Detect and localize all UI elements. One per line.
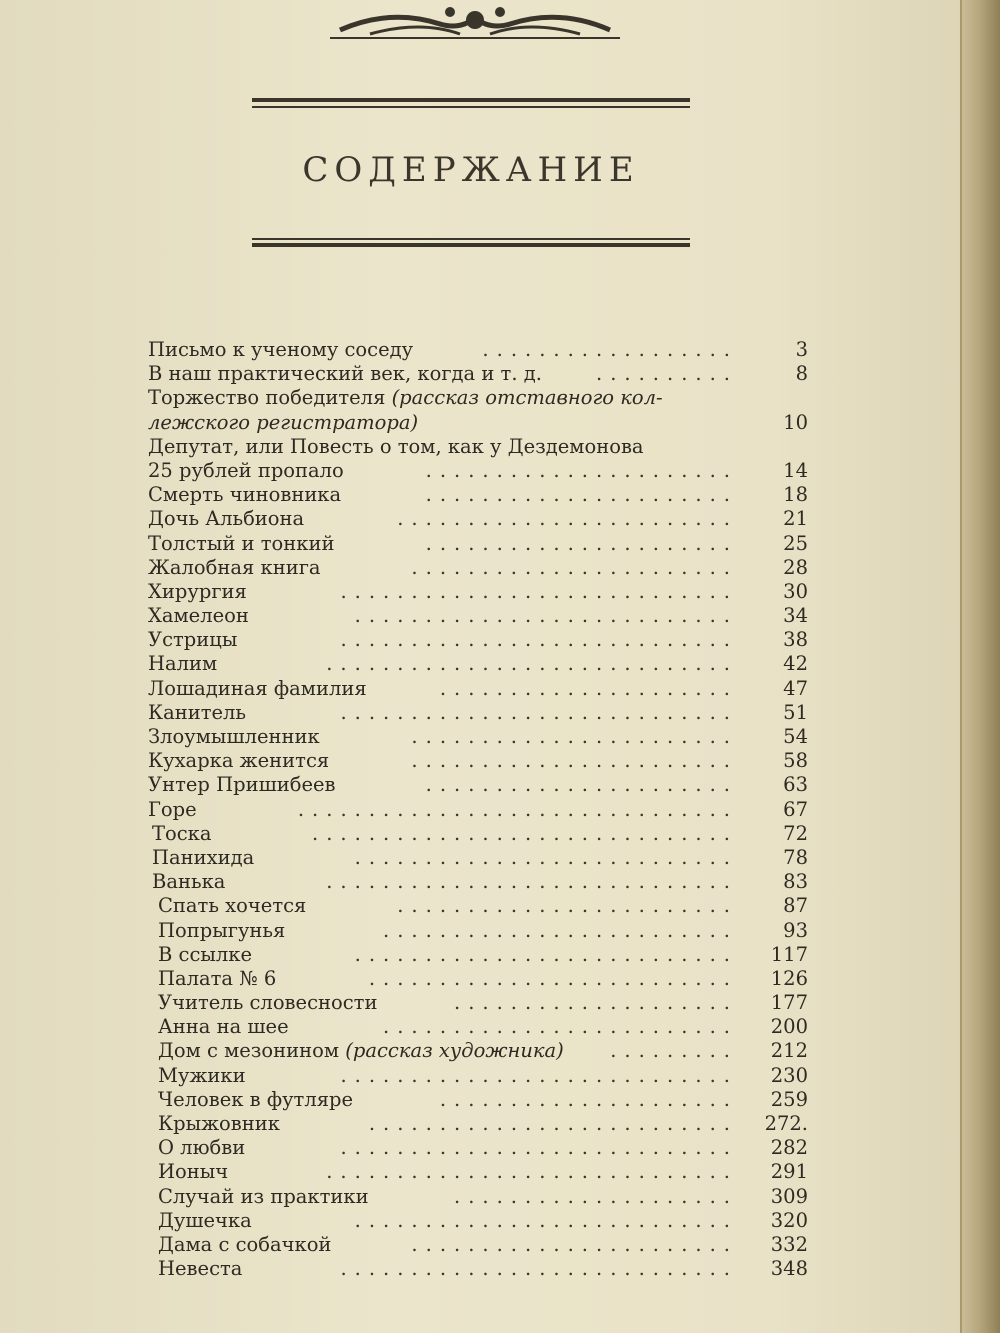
leader-dots: ........................... bbox=[354, 942, 738, 966]
top-rule bbox=[252, 98, 690, 112]
leader-dots: ...................... bbox=[425, 458, 738, 482]
list-item bbox=[148, 870, 820, 894]
leader-dots: .................. bbox=[482, 338, 738, 361]
page-number: 42 bbox=[783, 652, 808, 676]
page-number: 332 bbox=[770, 1232, 808, 1256]
leader-dots: ........................ bbox=[397, 894, 738, 918]
entry-title: Спать хочется bbox=[158, 894, 307, 918]
list-item bbox=[148, 411, 820, 435]
entry-title: Случай из практики bbox=[158, 1184, 369, 1208]
entry-title: Жалобная книга bbox=[148, 555, 321, 579]
ornament-icon bbox=[330, 0, 620, 42]
page-number: 126 bbox=[770, 966, 808, 990]
page-number: 18 bbox=[783, 483, 808, 507]
list-item bbox=[148, 1015, 820, 1039]
list-item bbox=[148, 967, 820, 991]
list-item bbox=[148, 652, 820, 676]
list-item bbox=[148, 1209, 820, 1233]
page-number: 212 bbox=[770, 1039, 808, 1063]
page-number: 38 bbox=[783, 628, 808, 652]
leader-dots: ......................... bbox=[383, 1015, 738, 1039]
leader-dots: .................... bbox=[454, 1184, 738, 1208]
list-item bbox=[148, 773, 820, 797]
leader-dots: ..................... bbox=[439, 1087, 738, 1111]
list-item bbox=[148, 1064, 820, 1088]
leader-dots: ...................... bbox=[425, 773, 738, 797]
page-number: 58 bbox=[783, 749, 808, 773]
page-number: 200 bbox=[770, 1015, 808, 1039]
list-item bbox=[148, 1088, 820, 1112]
leader-dots: ........................... bbox=[354, 1208, 738, 1232]
leader-dots: ........................... bbox=[354, 604, 738, 628]
page-number: 177 bbox=[770, 991, 808, 1015]
page-number: 54 bbox=[783, 725, 808, 748]
page-number: 83 bbox=[783, 870, 808, 894]
page-number: 28 bbox=[783, 555, 808, 579]
entry-title: Депутат, или Повесть о том, как у Дездемонова bbox=[148, 434, 644, 458]
page-number: 14 bbox=[783, 458, 808, 482]
entry-title: Злоумышленник bbox=[148, 725, 320, 748]
page-title: СОДЕРЖАНИЕ bbox=[302, 150, 640, 190]
page-number: 259 bbox=[770, 1087, 808, 1111]
page-number: 282 bbox=[770, 1136, 808, 1160]
leader-dots: ...................... bbox=[425, 483, 738, 507]
leader-dots: ............................. bbox=[326, 1160, 738, 1184]
list-item bbox=[148, 507, 820, 531]
entry-subtitle: (рассказ отставного кол- bbox=[391, 386, 663, 410]
page-number: 78 bbox=[783, 845, 808, 869]
list-item bbox=[148, 822, 820, 846]
leader-dots: ............................ bbox=[340, 1136, 738, 1160]
entry-title: Письмо к ученому соседу bbox=[148, 338, 414, 361]
leader-dots: ............................ bbox=[340, 1063, 738, 1087]
entry-title: Невеста bbox=[158, 1257, 243, 1281]
entry-title: Дочь Альбиона bbox=[148, 507, 305, 531]
leader-dots: ........................ bbox=[397, 507, 738, 531]
leader-dots: .......................... bbox=[368, 1112, 738, 1135]
list-item bbox=[148, 580, 820, 604]
list-item bbox=[148, 943, 820, 967]
entry-title: Ванька bbox=[152, 870, 226, 894]
entry-title: Налим bbox=[148, 652, 218, 676]
list-item bbox=[148, 1257, 820, 1281]
page-number: 10 bbox=[783, 410, 808, 434]
entry-title: Устрицы bbox=[148, 628, 238, 652]
page-number: 47 bbox=[783, 676, 808, 700]
page-number: 72 bbox=[783, 821, 808, 845]
page-edge bbox=[960, 0, 1000, 1333]
entry-title: О любви bbox=[158, 1136, 246, 1160]
entry-title: Крыжовник bbox=[158, 1112, 280, 1135]
page-number: 291 bbox=[770, 1160, 808, 1184]
list-item bbox=[148, 435, 820, 459]
page-number: 25 bbox=[783, 531, 808, 555]
entry-title: Толстый и тонкий bbox=[148, 531, 335, 555]
page-number: 3 bbox=[795, 338, 808, 361]
page-number: 348 bbox=[770, 1257, 808, 1281]
entry-title: Смерть чиновника bbox=[148, 483, 342, 507]
entry-title: Человек в футляре bbox=[158, 1087, 354, 1111]
leader-dots: ......................... bbox=[383, 918, 738, 942]
list-item bbox=[148, 725, 820, 749]
list-item bbox=[148, 798, 820, 822]
leader-dots: ......... bbox=[610, 1039, 738, 1063]
list-item bbox=[148, 677, 820, 701]
entry-title: Анна на шее bbox=[158, 1015, 289, 1039]
entry-title: Ионыч bbox=[158, 1160, 229, 1184]
leader-dots: ..................... bbox=[439, 676, 738, 700]
entry-title: Горе bbox=[148, 797, 197, 821]
leader-dots: ............................ bbox=[340, 628, 738, 652]
leader-dots: ....................... bbox=[411, 1232, 738, 1256]
list-item bbox=[148, 1112, 820, 1136]
leader-dots: ............................. bbox=[326, 652, 738, 676]
list-item bbox=[148, 362, 820, 386]
page-number: 230 bbox=[770, 1063, 808, 1087]
page-number: 30 bbox=[783, 579, 808, 603]
entry-title: 25 рублей пропало bbox=[148, 458, 344, 482]
list-item bbox=[148, 386, 820, 410]
page-number: 34 bbox=[783, 604, 808, 628]
entry-title: Душечка bbox=[158, 1208, 252, 1232]
leader-dots: ............................... bbox=[297, 797, 738, 821]
page-number: 320 bbox=[770, 1208, 808, 1232]
list-item bbox=[148, 459, 820, 483]
leader-dots: .......................... bbox=[368, 966, 738, 990]
list-item bbox=[148, 338, 820, 362]
list-item bbox=[148, 556, 820, 580]
entry-title: Кухарка женится bbox=[148, 749, 330, 773]
list-item bbox=[148, 532, 820, 556]
leader-dots: ....................... bbox=[411, 555, 738, 579]
list-item bbox=[148, 628, 820, 652]
entry-title: В наш практический век, когда и т. д. bbox=[148, 362, 542, 386]
list-item bbox=[148, 919, 820, 943]
list-item bbox=[148, 701, 820, 725]
leader-dots: ............................ bbox=[340, 579, 738, 603]
list-item bbox=[148, 991, 820, 1015]
page-number: 51 bbox=[783, 700, 808, 724]
leader-dots: ....................... bbox=[411, 725, 738, 748]
list-item bbox=[148, 1233, 820, 1257]
entry-title: Учитель словесности bbox=[158, 991, 378, 1015]
entry-subtitle: лежского регистратора) bbox=[148, 410, 419, 434]
entry-title: Тоска bbox=[152, 821, 212, 845]
page-number: 309 bbox=[770, 1184, 808, 1208]
leader-dots: .................... bbox=[454, 991, 738, 1015]
leader-dots: .......... bbox=[596, 362, 738, 386]
leader-dots: ....................... bbox=[411, 749, 738, 773]
entry-title: Палата № 6 bbox=[158, 966, 277, 990]
list-item bbox=[148, 1185, 820, 1209]
entry-title bbox=[148, 411, 418, 435]
page-number: 67 bbox=[783, 797, 808, 821]
entry-title: Попрыгунья bbox=[158, 918, 286, 942]
entry-title: Канитель bbox=[148, 700, 247, 724]
entry-title: Дама с собачкой bbox=[158, 1232, 332, 1256]
entry-title: Торжество победителя (рассказ отставного кол- bbox=[148, 386, 663, 410]
leader-dots: ........................... bbox=[354, 845, 738, 869]
table-of-contents bbox=[148, 338, 820, 1281]
entry-title: Дом с мезонином (рассказ художника) bbox=[158, 1039, 564, 1063]
page-number: 63 bbox=[783, 773, 808, 797]
entry-title: Хамелеон bbox=[148, 604, 249, 628]
leader-dots: ............................ bbox=[340, 700, 738, 724]
entry-title: В ссылке bbox=[158, 942, 253, 966]
entry-subtitle: (рассказ художника) bbox=[345, 1039, 564, 1063]
page-number: 21 bbox=[783, 507, 808, 531]
list-item bbox=[148, 1136, 820, 1160]
leader-dots: ............................. bbox=[326, 870, 738, 894]
page-number: 272. bbox=[764, 1112, 808, 1135]
list-item bbox=[148, 749, 820, 773]
page-number: 87 bbox=[783, 894, 808, 918]
entry-title: Хирургия bbox=[148, 579, 247, 603]
list-item bbox=[148, 1160, 820, 1184]
page-number: 117 bbox=[770, 942, 808, 966]
entry-title: Унтер Пришибеев bbox=[148, 773, 336, 797]
list-item bbox=[148, 1039, 820, 1063]
leader-dots: ............................ bbox=[340, 1257, 738, 1281]
list-item bbox=[148, 483, 820, 507]
entry-title: Лошадиная фамилия bbox=[148, 676, 367, 700]
leader-dots: .............................. bbox=[312, 821, 738, 845]
entry-title: Мужики bbox=[158, 1063, 246, 1087]
page-number: 93 bbox=[783, 918, 808, 942]
list-item bbox=[148, 846, 820, 870]
list-item bbox=[148, 604, 820, 628]
list-item bbox=[148, 894, 820, 918]
entry-title: Панихида bbox=[152, 845, 255, 869]
page-number: 8 bbox=[795, 362, 808, 386]
leader-dots: ...................... bbox=[425, 531, 738, 555]
bottom-rule bbox=[252, 238, 690, 252]
